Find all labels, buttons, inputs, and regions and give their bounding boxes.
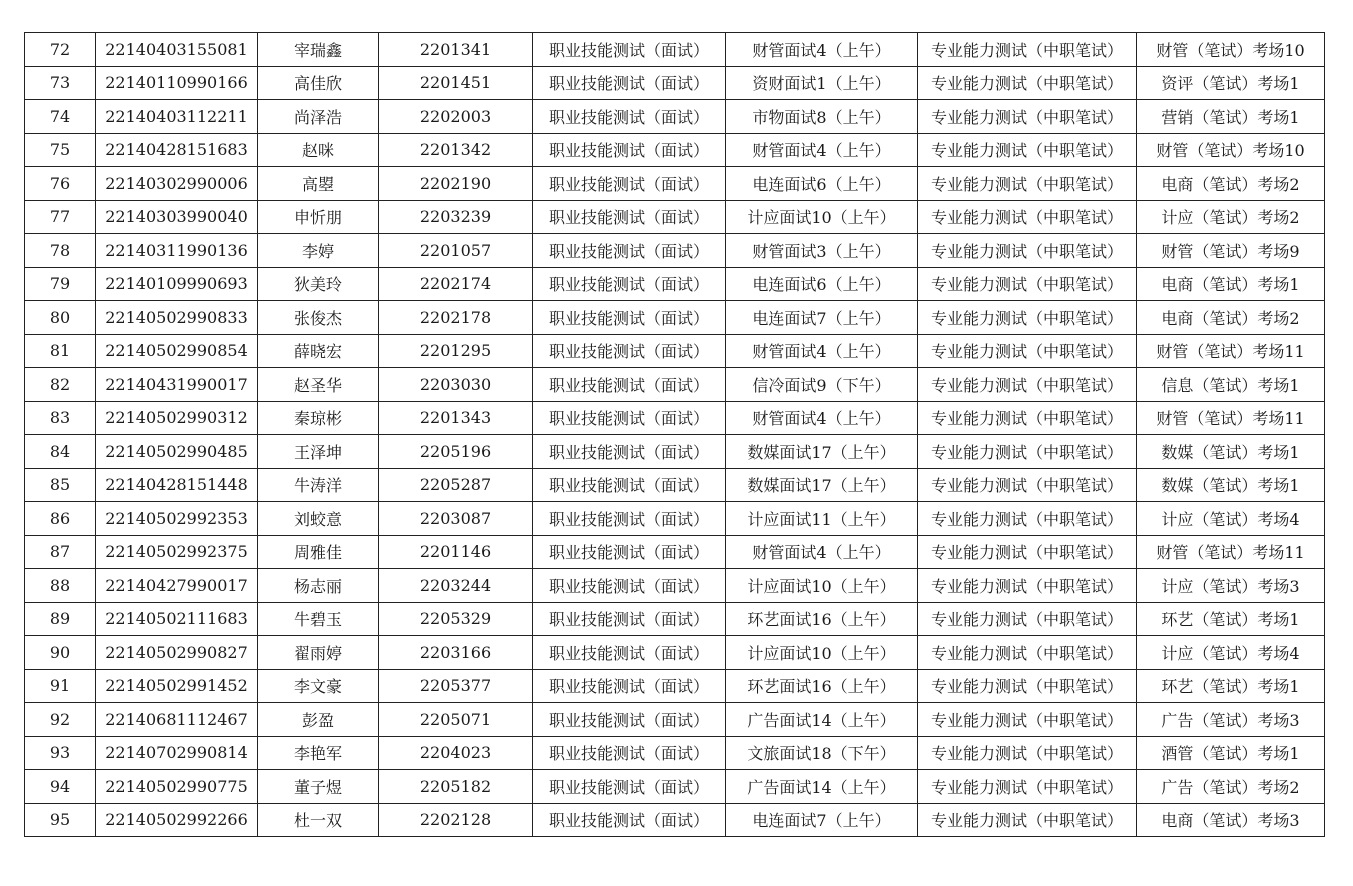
written-exam-room-cell: 数媒（笔试）考场1	[1137, 435, 1325, 469]
written-exam-room-cell: 资评（笔试）考场1	[1137, 66, 1325, 100]
table-row	[25, 770, 1325, 804]
ability-test-type-cell: 专业能力测试（中职笔试）	[918, 435, 1137, 469]
ability-test-type-cell: 专业能力测试（中职笔试）	[918, 535, 1137, 569]
candidate-id-cell: 22140431990017	[96, 368, 258, 402]
ability-test-type-cell: 专业能力测试（中职笔试）	[918, 133, 1137, 167]
candidate-name-cell: 杜一双	[258, 803, 379, 837]
written-exam-room-cell: 广告（笔试）考场2	[1137, 770, 1325, 804]
written-exam-room-cell: 环艺（笔试）考场1	[1137, 602, 1325, 636]
ability-test-type-cell: 专业能力测试（中职笔试）	[918, 301, 1137, 335]
row-number-cell: 78	[25, 234, 96, 268]
exam-number-cell: 2204023	[379, 736, 533, 770]
interview-room-cell: 文旅面试18（下午）	[726, 736, 918, 770]
row-number-cell: 85	[25, 468, 96, 502]
ability-test-type-cell: 专业能力测试（中职笔试）	[918, 33, 1137, 67]
row-number-cell: 77	[25, 200, 96, 234]
exam-number-cell: 2202190	[379, 167, 533, 201]
candidate-name-cell: 董子煜	[258, 770, 379, 804]
written-exam-room-cell: 财管（笔试）考场11	[1137, 535, 1325, 569]
table-row	[25, 636, 1325, 670]
table-row	[25, 535, 1325, 569]
candidate-name-cell: 李文豪	[258, 669, 379, 703]
candidate-name-cell: 彭盈	[258, 703, 379, 737]
written-exam-room-cell: 财管（笔试）考场11	[1137, 334, 1325, 368]
skill-test-type-cell: 职业技能测试（面试）	[533, 435, 726, 469]
ability-test-type-cell: 专业能力测试（中职笔试）	[918, 770, 1137, 804]
candidate-id-cell: 22140502991452	[96, 669, 258, 703]
written-exam-room-cell: 计应（笔试）考场4	[1137, 636, 1325, 670]
interview-room-cell: 计应面试10（上午）	[726, 569, 918, 603]
row-number-cell: 74	[25, 100, 96, 134]
row-number-cell: 87	[25, 535, 96, 569]
candidate-name-cell: 李艳军	[258, 736, 379, 770]
ability-test-type-cell: 专业能力测试（中职笔试）	[918, 167, 1137, 201]
exam-number-cell: 2205377	[379, 669, 533, 703]
candidate-name-cell: 高曌	[258, 167, 379, 201]
row-number-cell: 76	[25, 167, 96, 201]
row-number-cell: 75	[25, 133, 96, 167]
row-number-cell: 90	[25, 636, 96, 670]
skill-test-type-cell: 职业技能测试（面试）	[533, 66, 726, 100]
exam-number-cell: 2203239	[379, 200, 533, 234]
written-exam-room-cell: 电商（笔试）考场2	[1137, 301, 1325, 335]
exam-number-cell: 2201451	[379, 66, 533, 100]
row-number-cell: 83	[25, 401, 96, 435]
candidate-name-cell: 赵圣华	[258, 368, 379, 402]
ability-test-type-cell: 专业能力测试（中职笔试）	[918, 803, 1137, 837]
skill-test-type-cell: 职业技能测试（面试）	[533, 100, 726, 134]
row-number-cell: 93	[25, 736, 96, 770]
written-exam-room-cell: 财管（笔试）考场10	[1137, 133, 1325, 167]
table-body	[25, 33, 1325, 837]
exam-number-cell: 2205329	[379, 602, 533, 636]
written-exam-room-cell: 电商（笔试）考场1	[1137, 267, 1325, 301]
ability-test-type-cell: 专业能力测试（中职笔试）	[918, 267, 1137, 301]
row-number-cell: 82	[25, 368, 96, 402]
skill-test-type-cell: 职业技能测试（面试）	[533, 736, 726, 770]
row-number-cell: 81	[25, 334, 96, 368]
exam-number-cell: 2202178	[379, 301, 533, 335]
row-number-cell: 72	[25, 33, 96, 67]
exam-number-cell: 2201057	[379, 234, 533, 268]
candidate-id-cell: 22140403155081	[96, 33, 258, 67]
table-row	[25, 669, 1325, 703]
candidate-name-cell: 张俊杰	[258, 301, 379, 335]
exam-number-cell: 2201146	[379, 535, 533, 569]
written-exam-room-cell: 财管（笔试）考场9	[1137, 234, 1325, 268]
exam-number-cell: 2203244	[379, 569, 533, 603]
candidate-id-cell: 22140502990854	[96, 334, 258, 368]
written-exam-room-cell: 数媒（笔试）考场1	[1137, 468, 1325, 502]
table-row	[25, 502, 1325, 536]
candidate-name-cell: 杨志丽	[258, 569, 379, 603]
written-exam-room-cell: 信息（笔试）考场1	[1137, 368, 1325, 402]
row-number-cell: 91	[25, 669, 96, 703]
ability-test-type-cell: 专业能力测试（中职笔试）	[918, 368, 1137, 402]
interview-room-cell: 财管面试4（上午）	[726, 334, 918, 368]
ability-test-type-cell: 专业能力测试（中职笔试）	[918, 502, 1137, 536]
table-row	[25, 602, 1325, 636]
ability-test-type-cell: 专业能力测试（中职笔试）	[918, 703, 1137, 737]
exam-number-cell: 2203166	[379, 636, 533, 670]
exam-number-cell: 2202128	[379, 803, 533, 837]
skill-test-type-cell: 职业技能测试（面试）	[533, 401, 726, 435]
candidate-name-cell: 李婷	[258, 234, 379, 268]
written-exam-room-cell: 计应（笔试）考场4	[1137, 502, 1325, 536]
written-exam-room-cell: 营销（笔试）考场1	[1137, 100, 1325, 134]
exam-number-cell: 2205071	[379, 703, 533, 737]
skill-test-type-cell: 职业技能测试（面试）	[533, 167, 726, 201]
interview-room-cell: 电连面试6（上午）	[726, 267, 918, 301]
ability-test-type-cell: 专业能力测试（中职笔试）	[918, 234, 1137, 268]
candidate-id-cell: 22140427990017	[96, 569, 258, 603]
candidate-id-cell: 22140428151448	[96, 468, 258, 502]
exam-number-cell: 2205196	[379, 435, 533, 469]
candidate-id-cell: 22140302990006	[96, 167, 258, 201]
candidate-name-cell: 薛晓宏	[258, 334, 379, 368]
candidate-id-cell: 22140502992266	[96, 803, 258, 837]
skill-test-type-cell: 职业技能测试（面试）	[533, 502, 726, 536]
ability-test-type-cell: 专业能力测试（中职笔试）	[918, 736, 1137, 770]
row-number-cell: 88	[25, 569, 96, 603]
candidate-id-cell: 22140702990814	[96, 736, 258, 770]
row-number-cell: 95	[25, 803, 96, 837]
candidate-name-cell: 赵咪	[258, 133, 379, 167]
skill-test-type-cell: 职业技能测试（面试）	[533, 234, 726, 268]
candidate-id-cell: 22140403112211	[96, 100, 258, 134]
interview-room-cell: 资财面试1（上午）	[726, 66, 918, 100]
ability-test-type-cell: 专业能力测试（中职笔试）	[918, 334, 1137, 368]
written-exam-room-cell: 计应（笔试）考场2	[1137, 200, 1325, 234]
interview-room-cell: 数媒面试17（上午）	[726, 468, 918, 502]
candidate-name-cell: 翟雨婷	[258, 636, 379, 670]
candidate-id-cell: 22140311990136	[96, 234, 258, 268]
table-row	[25, 803, 1325, 837]
skill-test-type-cell: 职业技能测试（面试）	[533, 703, 726, 737]
candidate-name-cell: 秦琼彬	[258, 401, 379, 435]
exam-number-cell: 2201295	[379, 334, 533, 368]
interview-room-cell: 广告面试14（上午）	[726, 770, 918, 804]
exam-number-cell: 2201341	[379, 33, 533, 67]
interview-room-cell: 财管面试4（上午）	[726, 133, 918, 167]
candidate-id-cell: 22140502111683	[96, 602, 258, 636]
exam-number-cell: 2201343	[379, 401, 533, 435]
ability-test-type-cell: 专业能力测试（中职笔试）	[918, 66, 1137, 100]
candidate-id-cell: 22140502990827	[96, 636, 258, 670]
interview-room-cell: 电连面试7（上午）	[726, 301, 918, 335]
candidate-name-cell: 牛涛洋	[258, 468, 379, 502]
table-row	[25, 334, 1325, 368]
row-number-cell: 86	[25, 502, 96, 536]
exam-number-cell: 2205287	[379, 468, 533, 502]
skill-test-type-cell: 职业技能测试（面试）	[533, 803, 726, 837]
interview-room-cell: 市物面试8（上午）	[726, 100, 918, 134]
table-row	[25, 100, 1325, 134]
ability-test-type-cell: 专业能力测试（中职笔试）	[918, 100, 1137, 134]
table-row	[25, 401, 1325, 435]
row-number-cell: 80	[25, 301, 96, 335]
skill-test-type-cell: 职业技能测试（面试）	[533, 770, 726, 804]
table-row	[25, 267, 1325, 301]
table-row	[25, 200, 1325, 234]
skill-test-type-cell: 职业技能测试（面试）	[533, 200, 726, 234]
ability-test-type-cell: 专业能力测试（中职笔试）	[918, 200, 1137, 234]
table-row	[25, 133, 1325, 167]
interview-room-cell: 财管面试4（上午）	[726, 401, 918, 435]
skill-test-type-cell: 职业技能测试（面试）	[533, 33, 726, 67]
row-number-cell: 92	[25, 703, 96, 737]
table-row	[25, 33, 1325, 67]
candidate-id-cell: 22140502992375	[96, 535, 258, 569]
interview-room-cell: 财管面试3（上午）	[726, 234, 918, 268]
ability-test-type-cell: 专业能力测试（中职笔试）	[918, 569, 1137, 603]
candidate-name-cell: 申忻朋	[258, 200, 379, 234]
row-number-cell: 73	[25, 66, 96, 100]
table-row	[25, 301, 1325, 335]
interview-room-cell: 电连面试7（上午）	[726, 803, 918, 837]
skill-test-type-cell: 职业技能测试（面试）	[533, 669, 726, 703]
candidate-name-cell: 狄美玲	[258, 267, 379, 301]
candidate-id-cell: 22140502990775	[96, 770, 258, 804]
table-row	[25, 736, 1325, 770]
table-row	[25, 368, 1325, 402]
written-exam-room-cell: 酒管（笔试）考场1	[1137, 736, 1325, 770]
candidate-id-cell: 22140502990485	[96, 435, 258, 469]
interview-room-cell: 计应面试10（上午）	[726, 636, 918, 670]
written-exam-room-cell: 计应（笔试）考场3	[1137, 569, 1325, 603]
exam-number-cell: 2203030	[379, 368, 533, 402]
skill-test-type-cell: 职业技能测试（面试）	[533, 636, 726, 670]
interview-room-cell: 计应面试11（上午）	[726, 502, 918, 536]
table-row	[25, 468, 1325, 502]
row-number-cell: 79	[25, 267, 96, 301]
exam-schedule-table	[24, 32, 1325, 837]
skill-test-type-cell: 职业技能测试（面试）	[533, 535, 726, 569]
skill-test-type-cell: 职业技能测试（面试）	[533, 602, 726, 636]
candidate-name-cell: 牛碧玉	[258, 602, 379, 636]
candidate-id-cell: 22140428151683	[96, 133, 258, 167]
written-exam-room-cell: 财管（笔试）考场10	[1137, 33, 1325, 67]
candidate-id-cell: 22140502990833	[96, 301, 258, 335]
interview-room-cell: 信冷面试9（下午）	[726, 368, 918, 402]
ability-test-type-cell: 专业能力测试（中职笔试）	[918, 468, 1137, 502]
skill-test-type-cell: 职业技能测试（面试）	[533, 334, 726, 368]
interview-room-cell: 电连面试6（上午）	[726, 167, 918, 201]
ability-test-type-cell: 专业能力测试（中职笔试）	[918, 636, 1137, 670]
skill-test-type-cell: 职业技能测试（面试）	[533, 133, 726, 167]
table-row	[25, 435, 1325, 469]
exam-number-cell: 2203087	[379, 502, 533, 536]
table-row	[25, 703, 1325, 737]
interview-room-cell: 财管面试4（上午）	[726, 535, 918, 569]
candidate-id-cell: 22140502992353	[96, 502, 258, 536]
candidate-name-cell: 尚泽浩	[258, 100, 379, 134]
exam-number-cell: 2201342	[379, 133, 533, 167]
candidate-name-cell: 王泽坤	[258, 435, 379, 469]
skill-test-type-cell: 职业技能测试（面试）	[533, 468, 726, 502]
written-exam-room-cell: 财管（笔试）考场11	[1137, 401, 1325, 435]
ability-test-type-cell: 专业能力测试（中职笔试）	[918, 401, 1137, 435]
interview-room-cell: 环艺面试16（上午）	[726, 669, 918, 703]
candidate-id-cell: 22140109990693	[96, 267, 258, 301]
row-number-cell: 94	[25, 770, 96, 804]
candidate-name-cell: 刘蛟意	[258, 502, 379, 536]
ability-test-type-cell: 专业能力测试（中职笔试）	[918, 669, 1137, 703]
interview-room-cell: 环艺面试16（上午）	[726, 602, 918, 636]
interview-room-cell: 广告面试14（上午）	[726, 703, 918, 737]
skill-test-type-cell: 职业技能测试（面试）	[533, 267, 726, 301]
interview-room-cell: 计应面试10（上午）	[726, 200, 918, 234]
table-row	[25, 234, 1325, 268]
table-row	[25, 167, 1325, 201]
candidate-id-cell: 22140303990040	[96, 200, 258, 234]
exam-number-cell: 2202174	[379, 267, 533, 301]
row-number-cell: 84	[25, 435, 96, 469]
exam-number-cell: 2205182	[379, 770, 533, 804]
candidate-id-cell: 22140110990166	[96, 66, 258, 100]
candidate-name-cell: 宰瑞鑫	[258, 33, 379, 67]
candidate-name-cell: 高佳欣	[258, 66, 379, 100]
skill-test-type-cell: 职业技能测试（面试）	[533, 301, 726, 335]
interview-room-cell: 财管面试4（上午）	[726, 33, 918, 67]
ability-test-type-cell: 专业能力测试（中职笔试）	[918, 602, 1137, 636]
interview-room-cell: 数媒面试17（上午）	[726, 435, 918, 469]
written-exam-room-cell: 电商（笔试）考场2	[1137, 167, 1325, 201]
written-exam-room-cell: 电商（笔试）考场3	[1137, 803, 1325, 837]
written-exam-room-cell: 广告（笔试）考场3	[1137, 703, 1325, 737]
skill-test-type-cell: 职业技能测试（面试）	[533, 569, 726, 603]
written-exam-room-cell: 环艺（笔试）考场1	[1137, 669, 1325, 703]
row-number-cell: 89	[25, 602, 96, 636]
candidate-id-cell: 22140502990312	[96, 401, 258, 435]
exam-number-cell: 2202003	[379, 100, 533, 134]
table-row	[25, 66, 1325, 100]
table-row	[25, 569, 1325, 603]
skill-test-type-cell: 职业技能测试（面试）	[533, 368, 726, 402]
candidate-name-cell: 周雅佳	[258, 535, 379, 569]
candidate-id-cell: 22140681112467	[96, 703, 258, 737]
